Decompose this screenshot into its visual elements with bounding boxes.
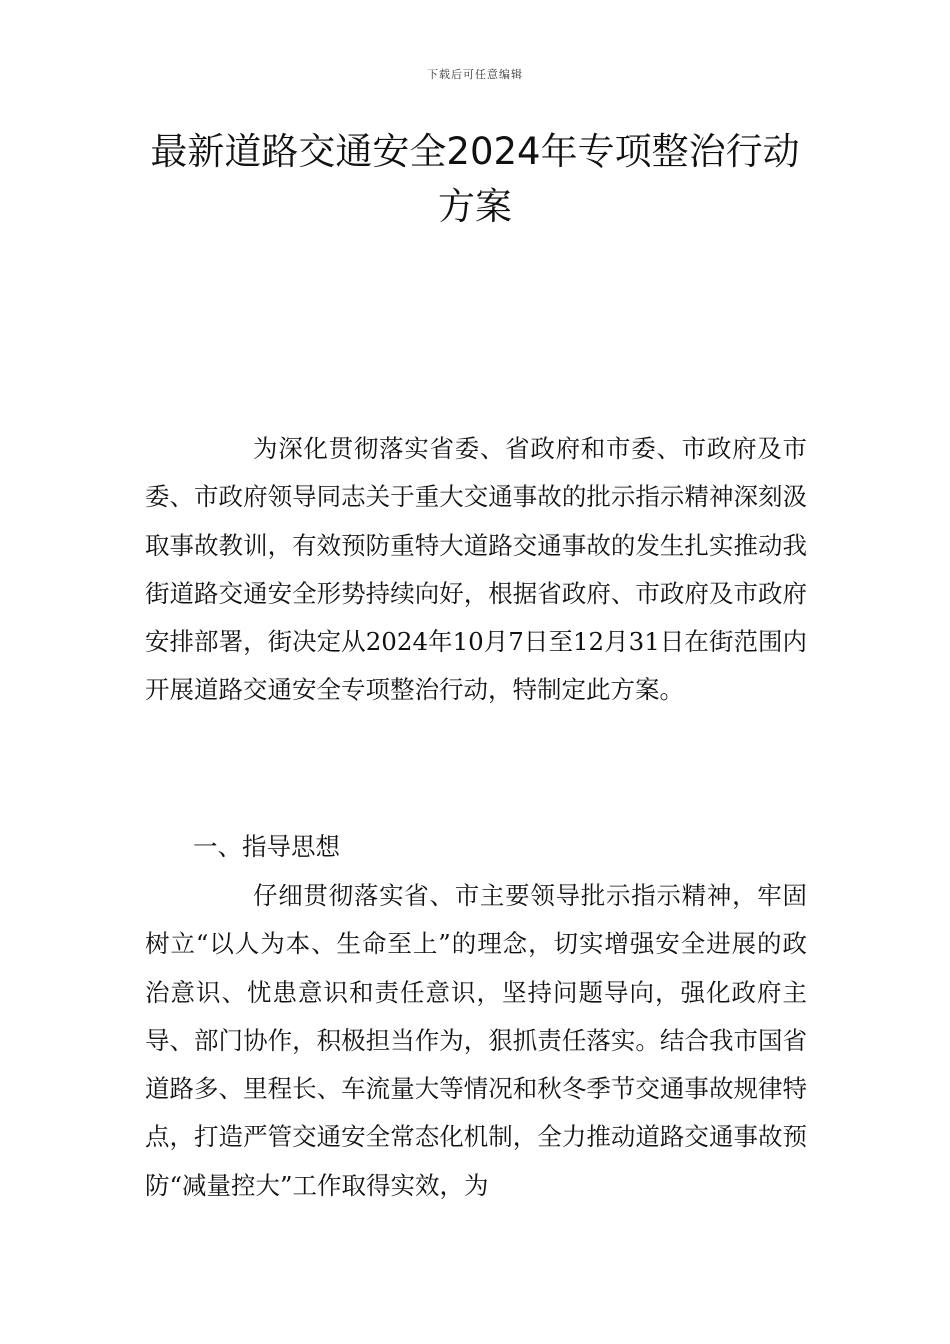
section-heading-guiding-ideology: 一、指导思想 [193, 832, 340, 861]
document-title: 最新道路交通安全2024年专项整治行动方案 [150, 130, 800, 228]
intro-paragraph: 为深化贯彻落实省委、省政府和市委、市政府及市委、市政府领导同志关于重大交通事故的批示指示精神深刻汲取事故教训，有效预防重特大道路交通事故的发生扎实推动我街道路交通安全形势持续向好，根据省政府、市政府及市政府安排部署，街决定从2024年10月7日至12月31日在街范围内开展道路交通安全专项整治行动，特制定此方案。 [145, 434, 807, 705]
section-paragraph-guiding-ideology: 仔细贯彻落实省、市主要领导批示指示精神，牢固树立“以人为本、生命至上”的理念，切实增强安全进展的政治意识、忧患意识和责任意识，坚持问题导向，强化政府主导、部门协作，积极担当作为，狠抓责任落实。结合我市国省道路多、里程长、车流量大等情况和秋冬季节交通事故规律特点，打造严管交通安全常态化机制，全力推动道路交通事故预防“减量控大”工作取得实效，为 [145, 881, 807, 1200]
header-note: 下载后可任意编辑 [427, 68, 523, 81]
